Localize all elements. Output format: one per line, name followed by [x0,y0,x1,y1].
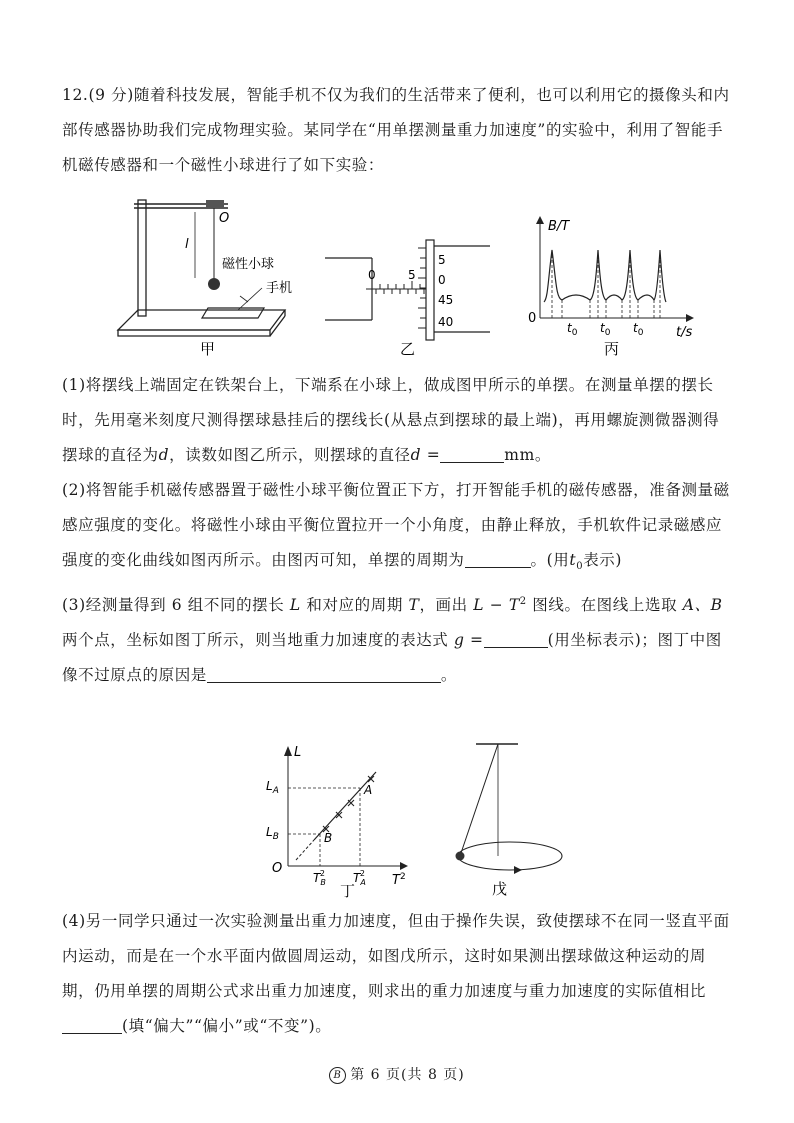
ding-LA: $L_A$ [266,779,279,796]
bing-t0-2: $t_0$ [600,321,611,338]
figure-row-bottom [0,738,794,898]
label-ball: 磁性小球 [222,257,275,272]
answer-blank-4[interactable] [207,662,441,683]
main-scale-5: 5 [408,268,416,282]
ding-pointA: A [364,783,373,797]
figure-bing [528,216,694,358]
thimble-0: 0 [438,273,446,287]
bing-t0-3: $t_0$ [633,321,644,338]
figure-jia [118,200,292,358]
ding-xlabel: $T^2$ [392,872,406,888]
question-number: 12. [62,86,89,104]
ding-origin: O [272,861,283,876]
part-3: (3)经测量得到 6 组不同的摆长 L 和对应的周期 T，画出 $L - T^2$ 图线。在图线上选取 A、B 两个点，坐标如图丁所示，则当地重力加速度的表达式 g = (用坐标表示)；图丁中图像不过原点的原因是 。 [62,596,723,685]
bing-ylabel: B/T [548,219,570,234]
answer-blank-1[interactable] [440,442,504,463]
part-2: (2)将智能手机磁传感器置于磁性小球平衡位置正下方，打开智能手机的磁传感器，准备测量磁感应强度的变化。将磁性小球由平衡位置拉开一个小角度，由静止释放，手机软件记录磁感应强度的变化曲线如图丙所示。由图丙可知，单摆的周期为 。(用$t_0$表示) [62,481,730,573]
bing-origin: 0 [528,311,537,326]
part-1: (1)将摆线上端固定在铁架台上，下端系在小球上，做成图甲所示的单摆。在测量单摆的摆长时，先用毫米刻度尺测得摆球悬挂后的摆线长(从悬点到摆球的最上端)，再用螺旋测微器测得摆球的直径为d，读数如图乙所示，则摆球的直径d = mm。 [62,376,720,464]
figure-row-top [0,190,794,360]
thimble-45: 45 [438,293,454,307]
ding-TB: $T_B2$ [313,869,326,887]
answer-blank-5[interactable] [62,1013,122,1034]
ding-pointB: B [324,831,333,845]
answer-blank-3[interactable] [484,627,548,648]
thimble-40: 40 [438,315,454,329]
label-phone: 手机 [266,281,293,296]
part-4-block [62,904,730,1044]
label-O: O [219,211,230,226]
ding-ylabel: L [294,745,302,760]
caption-bing: 丙 [604,340,620,358]
question-score: (9 分) [88,86,134,104]
bing-xlabel: t/s [676,325,693,340]
parts-1-3 [62,368,730,693]
figure-yi [325,240,490,358]
answer-blank-2[interactable] [465,547,531,568]
figure-ding [266,745,408,898]
conical-ball [456,852,465,861]
caption-yi: 乙 [400,340,416,358]
bing-t0-1: $t_0$ [567,321,578,338]
part-4: (4)另一同学只通过一次实验测量出重力加速度，但由于操作失误，致使摆球不在同一竖直平面内运动，而是在一个水平面内做圆周运动，如图戊所示，这时如果测出摆球做这种运动的周期，仍用单摆的周期公式求出重力加速度，则求出的重力加速度与重力加速度的实际值相比(填“偏大”“偏小”或“不变”)。 [62,912,730,1035]
ding-TA: $T_A2$ [353,869,366,887]
figure-wu [456,744,563,898]
label-l: l [185,237,189,252]
question-intro-text: 随着科技发展，智能手机不仅为我们的生活带来了便利，也可以利用它的摄像头和内部传感器协助我们完成物理实验。某同学在“用单摆测量重力加速度”的实验中，利用了智能手机磁传感器和一个磁性小球进行了如下实验： [62,86,730,174]
magnetic-ball [208,278,220,290]
version-mark: B [329,1067,346,1084]
caption-jia: 甲 [200,340,216,358]
caption-ding: 丁 [340,882,356,898]
thimble-5: 5 [438,253,446,267]
main-scale-0: 0 [368,268,376,282]
page-number: 第 6 页(共 8 页) [350,1067,465,1083]
caption-wu: 戊 [492,880,508,898]
ding-LB: $L_B$ [266,825,279,842]
question-intro [62,78,730,183]
page-footer [0,1064,794,1084]
